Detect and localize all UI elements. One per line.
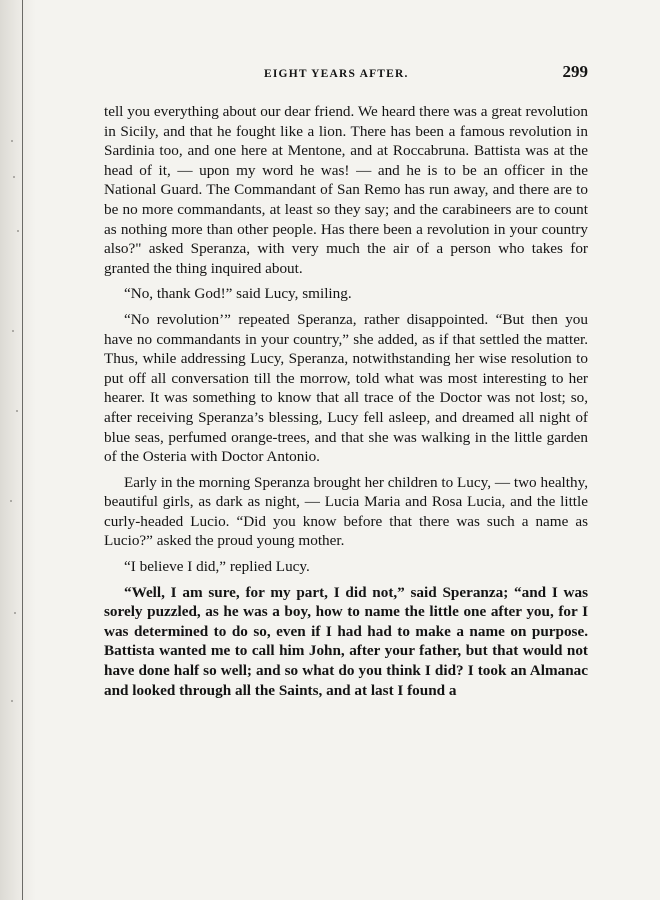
- paragraph: “No, thank God!” said Lucy, smiling.: [124, 285, 352, 303]
- book-page: [104, 62, 588, 706]
- page-header: [104, 62, 588, 88]
- paragraph: “I believe I did,” replied Lucy.: [124, 558, 310, 576]
- paragraph: “No revolution’” repeated Speranza, rather disappointed. “But then you have no commandants in your country,” she added, as if that settled the matter. Thus, while addressing Lucy, Speranza, notwithstanding her wise resolution to put off all conversation till the morrow, told what was most interesting to her hearer. It was something to know that all trace of the Doctor was not lost; so, after receiving Speranza’s blessing, Lucy fell asleep, and dreamed all night of blue seas, perfumed orange-trees, and that she was walking in the little garden of the Osteria with Doctor Antonio.: [104, 310, 588, 466]
- paragraph: “Well, I am sure, for my part, I did not,” said Speranza; “and I was sorely puzzled, as he was a boy, how to name the little one after you, for I was determined to do so, even if I had had to make a name on purpose. Battista wanted me to call him John, after your father, but that would not have done half so well; and so what do you think I did? I took an Almanac and looked through all the Saints, and at last I found a: [104, 583, 588, 699]
- paragraph: Early in the morning Speranza brought her children to Lucy, — two healthy, beautiful girls, as dark as night, — Lucia Maria and Rosa Lucia, and the little curly-headed Lucio. “Did you know before that there was such a name as Lucio?” asked the proud young mother.: [104, 473, 588, 550]
- body-text: [104, 102, 588, 700]
- page-number: 299: [562, 62, 588, 81]
- paragraph-continued: tell you everything about our dear friend. We heard there was a great revolution in Sicily, and that he fought like a lion. There has been a famous revolution in Sardinia too, and one here at Mentone, and at Roccabruna. Battista was at the head of it, — upon my word he was! — and he is to be an officer in the National Guard. The Commandant of San Remo has run away, and there are to be no more commandants, at least so they say; and the carabineers are to count as nothing more than other people. Has there been a revolution in your country also?" asked Speranza, with very much the air of a person who takes for granted the thing inquired about.: [104, 103, 588, 277]
- running-title: EIGHT YEARS AFTER.: [264, 68, 409, 80]
- binding-speckles: [8, 0, 24, 900]
